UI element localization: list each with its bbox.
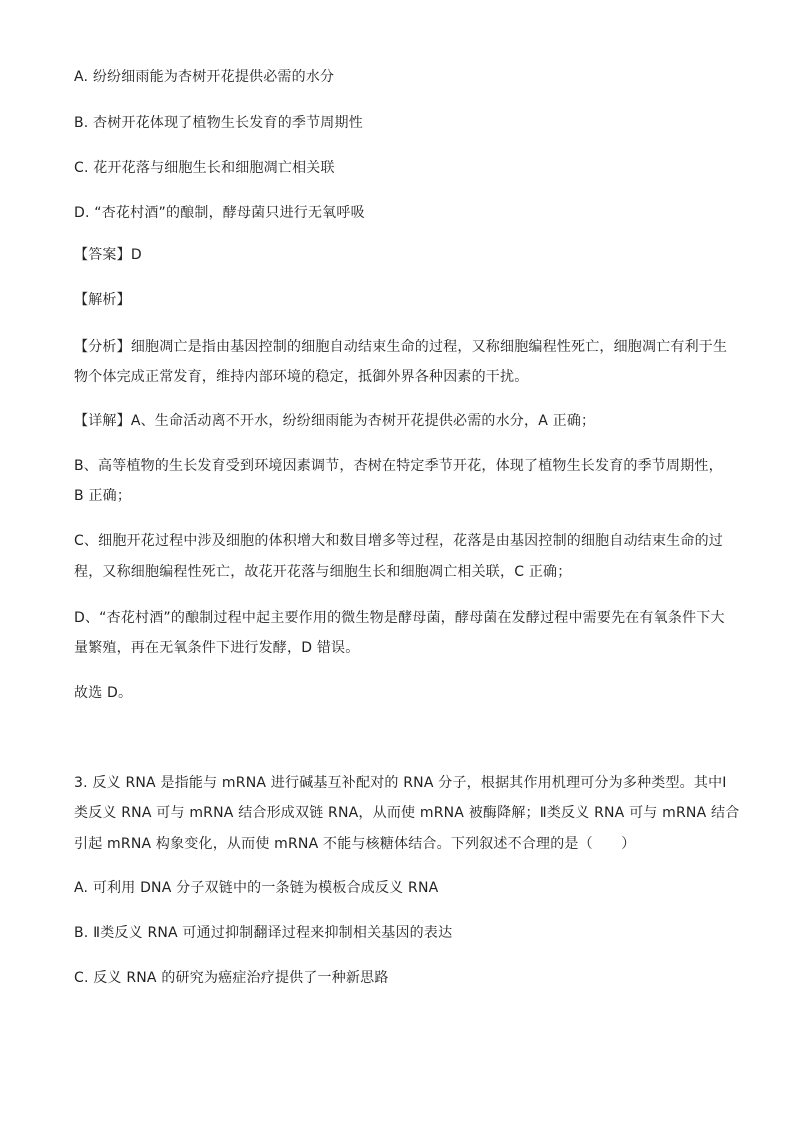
q3-option-b: B. Ⅱ类反义 RNA 可通过抑制翻译过程来抑制相关基因的表达 <box>74 925 453 941</box>
q3-option-a: A. 可利用 DNA 分子双链中的一条链为模板合成反义 RNA <box>74 880 439 896</box>
answer-tag: 【答案】 <box>74 247 131 263</box>
fenxi-line-1 <box>74 338 728 356</box>
detail-c-line-1: C、细胞开花过程中涉及细胞的体积增大和数目增多等过程，花落是由基因控制的细胞自动结束生命的过 <box>74 533 723 549</box>
xiangjie-tag: 【详解】 <box>74 413 131 429</box>
q3-stem-line-3: 引起 mRNA 构象变化，从而使 mRNA 不能与核糖体结合。下列叙述不合理的是（ ） <box>74 836 636 852</box>
xiangjie-text: A、生命活动离不开水，纷纷细雨能为杏树开花提供必需的水分，A 正确； <box>130 413 596 429</box>
q3-stem-line-2: 类反义 RNA 可与 mRNA 结合形成双链 RNA，从而使 mRNA 被酶降解；Ⅱ类反义 RNA 可与 mRNA 结合 <box>74 805 740 821</box>
q2-option-a: A. 纷纷细雨能为杏树开花提供必需的水分 <box>74 69 335 85</box>
q2-option-c: C. 花开花落与细胞生长和细胞凋亡相关联 <box>74 160 335 176</box>
fenxi-tag: 【分析】 <box>74 339 131 355</box>
q3-stem-line-1: 3. 反义 RNA 是指能与 mRNA 进行碱基互补配对的 RNA 分子，根据其作用机理可分为多种类型。其中Ⅰ <box>74 775 727 791</box>
q2-option-d: D. “杏花村酒”的酿制，酵母菌只进行无氧呼吸 <box>74 205 365 221</box>
q2-option-b: B. 杏树开花体现了植物生长发育的季节周期性 <box>74 115 363 131</box>
detail-c-line-2: 程，又称细胞编程性死亡，故花开花落与细胞生长和细胞凋亡相关联，C 正确； <box>74 564 572 580</box>
fenxi-line-2: 物个体完成正常发育，维持内部环境的稳定，抵御外界各种因素的干扰。 <box>74 369 529 385</box>
detail-d-line-2: 量繁殖，再在无氧条件下进行发酵，D 错误。 <box>74 640 360 656</box>
conclusion: 故选 D。 <box>74 685 133 701</box>
detail-d-line-1: D、“杏花村酒”的酿制过程中起主要作用的微生物是酵母菌，酵母菌在发酵过程中需要先在有氧条件下大 <box>74 610 725 626</box>
answer-line <box>74 246 724 264</box>
detail-b-line-2: B 正确； <box>74 488 132 504</box>
analysis-heading: 【解析】 <box>74 292 131 308</box>
fenxi-text-1: 细胞凋亡是指由基因控制的细胞自动结束生命的过程，又称细胞编程性死亡，细胞凋亡有利于生 <box>130 339 728 355</box>
xiangjie-line <box>74 412 724 430</box>
q3-option-c: C. 反义 RNA 的研究为癌症治疗提供了一种新思路 <box>74 970 389 986</box>
answer-value: D <box>130 247 142 263</box>
detail-b-line-1: B、高等植物的生长发育受到环境因素调节，杏树在特定季节开花，体现了植物生长发育的季节周期性， <box>74 458 723 474</box>
